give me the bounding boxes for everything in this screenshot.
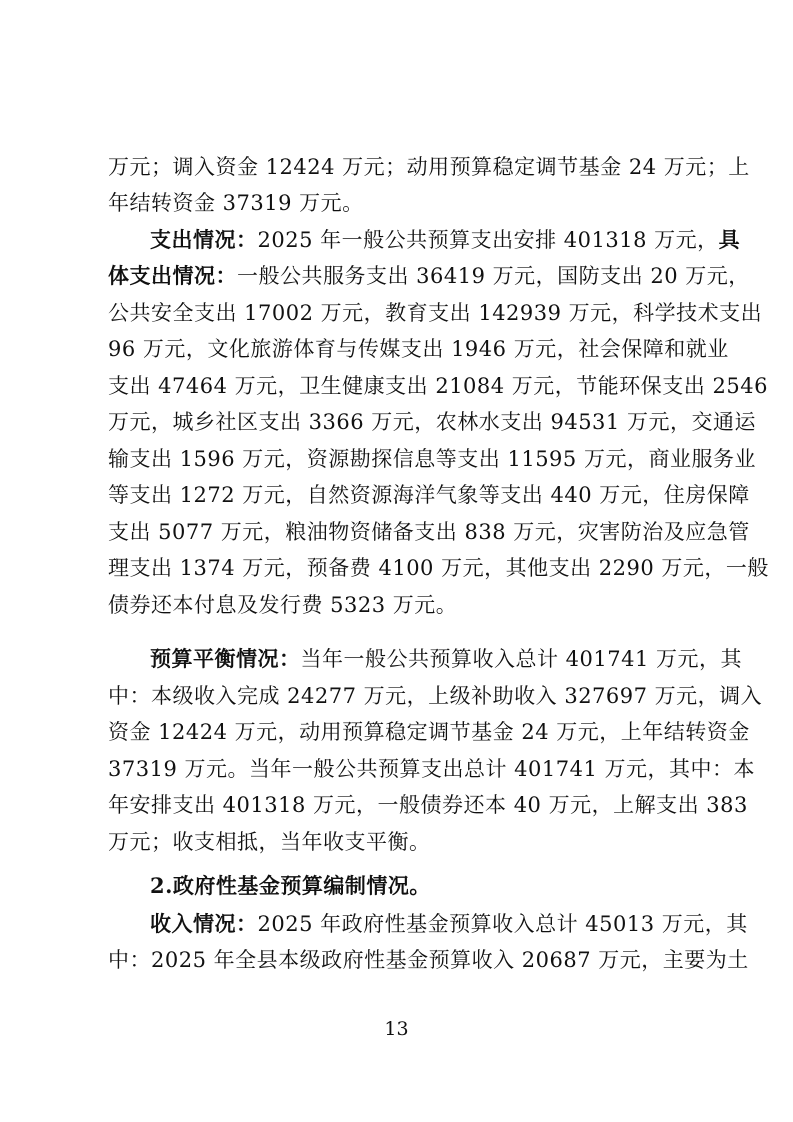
section-heading: 收入情况： (150, 911, 258, 936)
text-line (108, 550, 769, 586)
text-line (150, 906, 748, 942)
section-heading: 2.政府性基金预算编制情况。 (150, 873, 431, 898)
text-line (150, 641, 743, 677)
text-line (108, 678, 763, 714)
section-heading: 支出情况： (150, 227, 258, 252)
line-text: 支出 5077 万元，粮油物资储备支出 838 万元，灾害防治及应急管 (108, 520, 750, 544)
text-line (108, 787, 748, 823)
line-text: 输支出 1596 万元，资源勘探信息等支出 11595 万元，商业服务业 (108, 447, 756, 471)
text-line (108, 295, 763, 331)
line-text: 当年一般公共预算收入总计 401741 万元，其 (300, 647, 743, 671)
line-text: 年安排支出 401318 万元，一般债券还本 40 万元，上解支出 383 (108, 793, 748, 817)
text-line (108, 751, 755, 787)
line-text: 中：本级收入完成 24277 万元，上级补助收入 327697 万元，调入 (108, 684, 763, 708)
line-text: 年结转资金 37319 万元。 (108, 191, 364, 215)
text-line (108, 331, 729, 367)
text-line (108, 587, 696, 623)
line-text: 一般公共服务支出 36419 万元，国防支出 20 万元， (237, 264, 750, 288)
section-heading: 具 (718, 227, 741, 252)
text-line (108, 258, 750, 294)
text-line (108, 149, 750, 185)
text-line (108, 477, 750, 513)
text-line (108, 714, 750, 750)
line-text: 支出 47464 万元，卫生健康支出 21084 万元，节能环保支出 2546 (108, 374, 768, 398)
text-line (108, 824, 696, 860)
line-text: 96 万元，文化旅游体育与传媒支出 1946 万元，社会保障和就业 (108, 337, 729, 361)
line-text: 2025 年政府性基金预算收入总计 45013 万元，其 (257, 912, 748, 936)
line-text: 万元，城乡社区支出 3366 万元，农林水支出 94531 万元，交通运 (108, 410, 756, 434)
text-line (108, 514, 750, 550)
line-text: 万元；收支相抵，当年收支平衡。 (108, 830, 431, 854)
text-line (150, 222, 741, 258)
line-text: 2025 年一般公共预算支出安排 401318 万元， (257, 228, 719, 252)
text-line (108, 185, 696, 221)
line-text: 理支出 1374 万元，预备费 4100 万元，其他支出 2290 万元，一般 (108, 556, 769, 580)
text-line (150, 868, 696, 904)
text-line (108, 441, 756, 477)
section-heading: 体支出情况： (108, 263, 237, 288)
line-text: 37319 万元。当年一般公共预算支出总计 401741 万元，其中：本 (108, 757, 755, 781)
line-text: 中：2025 年全县本级政府性基金预算收入 20687 万元，主要为土 (108, 948, 749, 972)
text-line (108, 942, 749, 978)
line-text: 公共安全支出 17002 万元，教育支出 142939 万元，科学技术支出 (108, 301, 763, 325)
line-text: 债券还本付息及发行费 5323 万元。 (108, 593, 458, 617)
text-line (108, 404, 756, 440)
line-text: 等支出 1272 万元，自然资源海洋气象等支出 440 万元，住房保障 (108, 483, 750, 507)
line-text: 资金 12424 万元，动用预算稳定调节基金 24 万元，上年结转资金 (108, 720, 750, 744)
text-line (108, 368, 768, 404)
page-number: 13 (384, 1018, 409, 1040)
line-text: 万元；调入资金 12424 万元；动用预算稳定调节基金 24 万元；上 (108, 155, 750, 179)
section-heading: 预算平衡情况： (150, 646, 301, 671)
